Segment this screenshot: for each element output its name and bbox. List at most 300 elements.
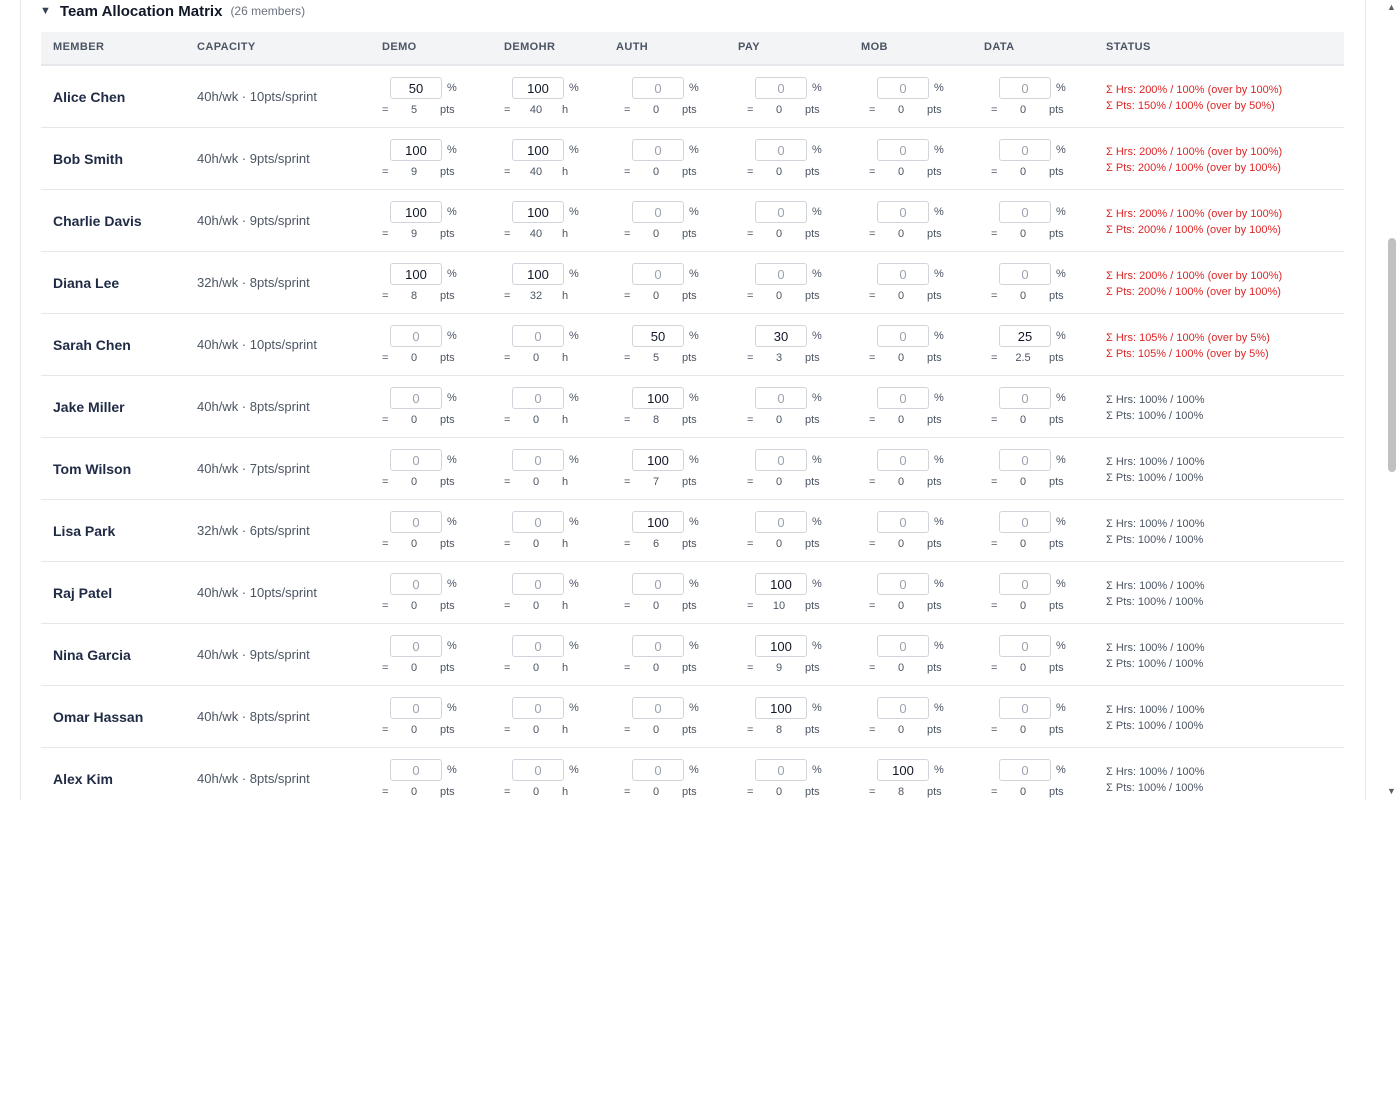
equals-symbol: = (991, 538, 998, 550)
alloc-cell-data (991, 511, 1106, 553)
computed-value: 0 (1019, 166, 1027, 178)
computed-value: 0 (410, 414, 418, 426)
percent-symbol: % (934, 516, 944, 528)
percent-symbol: % (569, 516, 579, 528)
member-name: Alex Kim (53, 771, 113, 787)
percent-symbol: % (569, 454, 579, 466)
alloc-input-data[interactable] (999, 759, 1051, 781)
equals-symbol: = (991, 724, 998, 736)
equals-symbol: = (504, 600, 511, 612)
unit-label: h (562, 662, 569, 674)
computed-value: 0 (897, 414, 905, 426)
alloc-cell-auth (624, 387, 739, 429)
alloc-input-mob[interactable] (877, 511, 929, 533)
allocation-status (1106, 144, 1282, 176)
percent-symbol: % (934, 330, 944, 342)
status-points: Σ Pts: 100% / 100% (1106, 596, 1204, 608)
alloc-cell-data (991, 263, 1106, 305)
equals-symbol: = (747, 290, 754, 302)
alloc-cell-demohr (504, 325, 619, 367)
status-points: Σ Pts: 100% / 100% (1106, 472, 1204, 484)
alloc-cell-pay (747, 573, 862, 615)
percent-symbol: % (447, 640, 457, 652)
percent-symbol: % (569, 144, 579, 156)
section-title: Team Allocation Matrix (59, 2, 223, 20)
scroll-up-arrow-icon[interactable]: ▲ (1387, 2, 1396, 12)
alloc-cell-auth (624, 449, 739, 491)
unit-label: pts (1049, 476, 1064, 488)
percent-symbol: % (569, 268, 579, 280)
alloc-input-data[interactable] (999, 635, 1051, 657)
alloc-cell-pay (747, 263, 862, 305)
unit-label: pts (682, 414, 697, 426)
alloc-input-data[interactable] (999, 263, 1051, 285)
member-name: Lisa Park (53, 523, 116, 539)
status-points: Σ Pts: 200% / 100% (over by 100%) (1106, 286, 1281, 298)
equals-symbol: = (504, 476, 511, 488)
unit-label: pts (440, 538, 455, 550)
computed-value: 0 (1019, 104, 1027, 116)
status-hours: Σ Hrs: 100% / 100% (1106, 518, 1205, 530)
alloc-cell-mob (869, 573, 984, 615)
collapse-caret-icon[interactable]: ▼ (40, 5, 51, 17)
percent-symbol: % (812, 144, 822, 156)
equals-symbol: = (624, 290, 631, 302)
unit-label: h (562, 104, 569, 116)
alloc-input-demo[interactable] (390, 263, 442, 285)
status-hours: Σ Hrs: 100% / 100% (1106, 704, 1205, 716)
col-member: MEMBER (53, 41, 105, 53)
percent-symbol: % (934, 640, 944, 652)
alloc-input-mob[interactable] (877, 77, 929, 99)
member-name: Omar Hassan (53, 709, 144, 725)
alloc-input-pay[interactable] (755, 387, 807, 409)
col-demohr: DEMOHR (504, 41, 556, 53)
equals-symbol: = (747, 786, 754, 798)
computed-value: 32 (529, 290, 543, 302)
computed-value: 0 (897, 476, 905, 488)
equals-symbol: = (624, 352, 631, 364)
alloc-input-mob[interactable] (877, 201, 929, 223)
percent-symbol: % (569, 206, 579, 218)
computed-value: 0 (775, 538, 783, 550)
percent-symbol: % (1056, 268, 1066, 280)
computed-value: 0 (1019, 228, 1027, 240)
equals-symbol: = (869, 228, 876, 240)
unit-label: pts (927, 476, 942, 488)
alloc-input-data[interactable] (999, 697, 1051, 719)
equals-symbol: = (869, 104, 876, 116)
alloc-cell-data (991, 325, 1106, 367)
alloc-input-demohr[interactable] (512, 387, 564, 409)
percent-symbol: % (1056, 82, 1066, 94)
alloc-input-data[interactable] (999, 511, 1051, 533)
percent-symbol: % (1056, 516, 1066, 528)
alloc-input-pay[interactable] (755, 635, 807, 657)
alloc-cell-mob (869, 697, 984, 739)
equals-symbol: = (382, 476, 389, 488)
alloc-cell-demohr (504, 635, 619, 677)
equals-symbol: = (869, 414, 876, 426)
percent-symbol: % (447, 454, 457, 466)
alloc-cell-demohr (504, 697, 619, 739)
percent-symbol: % (812, 702, 822, 714)
alloc-input-auth[interactable] (632, 77, 684, 99)
unit-label: pts (927, 724, 942, 736)
alloc-input-demo[interactable] (390, 511, 442, 533)
equals-symbol: = (624, 600, 631, 612)
alloc-input-pay[interactable] (755, 139, 807, 161)
status-points: Σ Pts: 100% / 100% (1106, 782, 1204, 794)
alloc-input-auth[interactable] (632, 139, 684, 161)
unit-label: pts (682, 104, 697, 116)
member-capacity: 40h/wk · 9pts/sprint (197, 213, 310, 228)
alloc-input-auth[interactable] (632, 511, 684, 533)
computed-value: 8 (897, 786, 905, 798)
alloc-input-pay[interactable] (755, 511, 807, 533)
percent-symbol: % (569, 578, 579, 590)
unit-label: pts (805, 538, 820, 550)
col-data: DATA (984, 41, 1015, 53)
member-name: Raj Patel (53, 585, 113, 601)
alloc-cell-demohr (504, 387, 619, 429)
equals-symbol: = (382, 538, 389, 550)
alloc-input-auth[interactable] (632, 263, 684, 285)
table-row (41, 190, 1344, 252)
alloc-input-mob[interactable] (877, 697, 929, 719)
percent-symbol: % (689, 144, 699, 156)
equals-symbol: = (382, 166, 389, 178)
percent-symbol: % (1056, 144, 1066, 156)
alloc-input-mob[interactable] (877, 759, 929, 781)
alloc-cell-demo (382, 263, 497, 305)
alloc-input-pay[interactable] (755, 759, 807, 781)
alloc-input-demo[interactable] (390, 77, 442, 99)
unit-label: pts (682, 662, 697, 674)
computed-value: 40 (529, 228, 543, 240)
percent-symbol: % (1056, 330, 1066, 342)
allocation-status (1106, 268, 1282, 300)
status-hours: Σ Hrs: 100% / 100% (1106, 394, 1205, 406)
alloc-input-auth[interactable] (632, 573, 684, 595)
unit-label: h (562, 786, 569, 798)
unit-label: pts (440, 662, 455, 674)
computed-value: 0 (897, 290, 905, 302)
equals-symbol: = (382, 786, 389, 798)
alloc-input-data[interactable] (999, 201, 1051, 223)
col-pay: PAY (738, 41, 760, 53)
alloc-input-mob[interactable] (877, 139, 929, 161)
equals-symbol: = (747, 600, 754, 612)
alloc-input-auth[interactable] (632, 759, 684, 781)
unit-label: pts (927, 538, 942, 550)
alloc-input-mob[interactable] (877, 387, 929, 409)
alloc-cell-mob (869, 449, 984, 491)
equals-symbol: = (382, 600, 389, 612)
alloc-cell-demo (382, 697, 497, 739)
status-hours: Σ Hrs: 105% / 100% (over by 5%) (1106, 332, 1270, 344)
unit-label: h (562, 228, 569, 240)
alloc-input-data[interactable] (999, 573, 1051, 595)
equals-symbol: = (624, 786, 631, 798)
alloc-cell-pay (747, 449, 862, 491)
equals-symbol: = (747, 414, 754, 426)
percent-symbol: % (447, 268, 457, 280)
percent-symbol: % (934, 82, 944, 94)
alloc-cell-mob (869, 263, 984, 305)
alloc-input-demo[interactable] (390, 697, 442, 719)
alloc-cell-demo (382, 759, 497, 800)
unit-label: pts (1049, 786, 1064, 798)
equals-symbol: = (382, 104, 389, 116)
alloc-input-demohr[interactable] (512, 263, 564, 285)
equals-symbol: = (747, 228, 754, 240)
percent-symbol: % (447, 330, 457, 342)
alloc-input-pay[interactable] (755, 201, 807, 223)
computed-value: 0 (897, 600, 905, 612)
member-name: Bob Smith (53, 151, 123, 167)
equals-symbol: = (504, 166, 511, 178)
percent-symbol: % (1056, 454, 1066, 466)
unit-label: pts (1049, 228, 1064, 240)
alloc-cell-data (991, 77, 1106, 119)
scrollbar-thumb[interactable] (1388, 238, 1396, 472)
alloc-cell-mob (869, 387, 984, 429)
percent-symbol: % (447, 578, 457, 590)
status-points: Σ Pts: 100% / 100% (1106, 410, 1204, 422)
unit-label: pts (440, 104, 455, 116)
alloc-input-demohr[interactable] (512, 511, 564, 533)
percent-symbol: % (934, 702, 944, 714)
vertical-scrollbar[interactable] (1384, 0, 1400, 800)
alloc-input-demohr[interactable] (512, 201, 564, 223)
alloc-input-pay[interactable] (755, 449, 807, 471)
member-name: Nina Garcia (53, 647, 131, 663)
equals-symbol: = (991, 290, 998, 302)
table-row (41, 500, 1344, 562)
alloc-input-demohr[interactable] (512, 759, 564, 781)
alloc-input-auth[interactable] (632, 697, 684, 719)
alloc-cell-demohr (504, 263, 619, 305)
alloc-input-demo[interactable] (390, 325, 442, 347)
alloc-input-mob[interactable] (877, 325, 929, 347)
alloc-cell-demo (382, 325, 497, 367)
equals-symbol: = (504, 538, 511, 550)
status-hours: Σ Hrs: 200% / 100% (over by 100%) (1106, 270, 1283, 282)
percent-symbol: % (569, 640, 579, 652)
alloc-input-pay[interactable] (755, 325, 807, 347)
alloc-input-data[interactable] (999, 77, 1051, 99)
alloc-input-demohr[interactable] (512, 325, 564, 347)
alloc-input-data[interactable] (999, 387, 1051, 409)
equals-symbol: = (504, 724, 511, 736)
equals-symbol: = (747, 538, 754, 550)
equals-symbol: = (747, 476, 754, 488)
status-hours: Σ Hrs: 100% / 100% (1106, 642, 1205, 654)
alloc-input-demohr[interactable] (512, 697, 564, 719)
percent-symbol: % (934, 454, 944, 466)
percent-symbol: % (1056, 702, 1066, 714)
alloc-input-auth[interactable] (632, 449, 684, 471)
scroll-down-arrow-icon[interactable]: ▼ (1387, 786, 1396, 796)
percent-symbol: % (447, 144, 457, 156)
alloc-input-pay[interactable] (755, 77, 807, 99)
allocation-status (1106, 640, 1205, 672)
equals-symbol: = (991, 414, 998, 426)
alloc-input-demo[interactable] (390, 449, 442, 471)
alloc-input-demo[interactable] (390, 635, 442, 657)
alloc-input-mob[interactable] (877, 635, 929, 657)
alloc-input-pay[interactable] (755, 697, 807, 719)
equals-symbol: = (747, 104, 754, 116)
alloc-input-demohr[interactable] (512, 635, 564, 657)
percent-symbol: % (689, 268, 699, 280)
alloc-input-demohr[interactable] (512, 573, 564, 595)
alloc-input-mob[interactable] (877, 449, 929, 471)
alloc-input-auth[interactable] (632, 201, 684, 223)
alloc-cell-mob (869, 325, 984, 367)
alloc-input-auth[interactable] (632, 325, 684, 347)
alloc-input-pay[interactable] (755, 263, 807, 285)
alloc-cell-demo (382, 387, 497, 429)
computed-value: 0 (897, 538, 905, 550)
equals-symbol: = (991, 786, 998, 798)
percent-symbol: % (812, 392, 822, 404)
percent-symbol: % (569, 82, 579, 94)
allocation-status (1106, 392, 1205, 424)
member-capacity: 40h/wk · 7pts/sprint (197, 461, 310, 476)
alloc-input-demohr[interactable] (512, 449, 564, 471)
alloc-cell-mob (869, 77, 984, 119)
equals-symbol: = (624, 104, 631, 116)
alloc-input-demo[interactable] (390, 139, 442, 161)
unit-label: pts (927, 352, 942, 364)
unit-label: h (562, 600, 569, 612)
computed-value: 0 (1019, 414, 1027, 426)
percent-symbol: % (447, 764, 457, 776)
equals-symbol: = (869, 476, 876, 488)
alloc-input-data[interactable] (999, 139, 1051, 161)
unit-label: pts (682, 538, 697, 550)
table-row (41, 376, 1344, 438)
alloc-input-data[interactable] (999, 325, 1051, 347)
status-hours: Σ Hrs: 200% / 100% (over by 100%) (1106, 84, 1283, 96)
alloc-input-demo[interactable] (390, 759, 442, 781)
computed-value: 0 (532, 538, 540, 550)
col-demo: DEMO (382, 41, 417, 53)
computed-value: 0 (775, 228, 783, 240)
unit-label: pts (805, 600, 820, 612)
computed-value: 0 (1019, 724, 1027, 736)
percent-symbol: % (812, 454, 822, 466)
alloc-input-mob[interactable] (877, 573, 929, 595)
alloc-cell-mob (869, 511, 984, 553)
percent-symbol: % (934, 144, 944, 156)
computed-value: 0 (1019, 662, 1027, 674)
equals-symbol: = (382, 352, 389, 364)
alloc-cell-data (991, 635, 1106, 677)
equals-symbol: = (747, 352, 754, 364)
alloc-input-data[interactable] (999, 449, 1051, 471)
computed-value: 0 (410, 786, 418, 798)
equals-symbol: = (991, 600, 998, 612)
percent-symbol: % (1056, 640, 1066, 652)
unit-label: h (562, 352, 569, 364)
percent-symbol: % (689, 578, 699, 590)
computed-value: 0 (652, 600, 660, 612)
allocation-status (1106, 82, 1282, 114)
computed-value: 0 (897, 104, 905, 116)
alloc-cell-data (991, 201, 1106, 243)
alloc-cell-auth (624, 511, 739, 553)
member-capacity: 40h/wk · 8pts/sprint (197, 771, 310, 786)
alloc-input-demo[interactable] (390, 573, 442, 595)
equals-symbol: = (869, 786, 876, 798)
equals-symbol: = (504, 662, 511, 674)
computed-value: 0 (652, 228, 660, 240)
equals-symbol: = (624, 538, 631, 550)
computed-value: 5 (652, 352, 660, 364)
equals-symbol: = (869, 352, 876, 364)
equals-symbol: = (991, 166, 998, 178)
status-points: Σ Pts: 100% / 100% (1106, 658, 1204, 670)
percent-symbol: % (569, 330, 579, 342)
alloc-cell-pay (747, 139, 862, 181)
member-name: Charlie Davis (53, 213, 142, 229)
allocation-status (1106, 206, 1282, 238)
alloc-input-demohr[interactable] (512, 77, 564, 99)
allocation-status (1106, 454, 1205, 486)
unit-label: pts (440, 290, 455, 302)
alloc-input-pay[interactable] (755, 573, 807, 595)
alloc-cell-demohr (504, 201, 619, 243)
unit-label: h (562, 166, 569, 178)
equals-symbol: = (504, 290, 511, 302)
unit-label: pts (927, 166, 942, 178)
computed-value: 9 (410, 166, 418, 178)
alloc-cell-pay (747, 325, 862, 367)
computed-value: 40 (529, 166, 543, 178)
unit-label: pts (682, 600, 697, 612)
percent-symbol: % (569, 764, 579, 776)
computed-value: 0 (532, 786, 540, 798)
status-hours: Σ Hrs: 100% / 100% (1106, 456, 1205, 468)
equals-symbol: = (624, 662, 631, 674)
alloc-input-demohr[interactable] (512, 139, 564, 161)
alloc-input-auth[interactable] (632, 635, 684, 657)
allocation-status (1106, 578, 1205, 610)
computed-value: 0 (532, 724, 540, 736)
section-header[interactable] (40, 2, 305, 20)
computed-value: 0 (775, 786, 783, 798)
member-name: Tom Wilson (53, 461, 132, 477)
alloc-cell-data (991, 759, 1106, 800)
equals-symbol: = (869, 724, 876, 736)
unit-label: pts (927, 290, 942, 302)
percent-symbol: % (689, 82, 699, 94)
alloc-input-demo[interactable] (390, 387, 442, 409)
equals-symbol: = (991, 662, 998, 674)
alloc-input-auth[interactable] (632, 387, 684, 409)
computed-value: 0 (652, 290, 660, 302)
percent-symbol: % (812, 578, 822, 590)
alloc-input-mob[interactable] (877, 263, 929, 285)
alloc-cell-demo (382, 201, 497, 243)
status-hours: Σ Hrs: 100% / 100% (1106, 580, 1205, 592)
unit-label: pts (682, 352, 697, 364)
alloc-input-demo[interactable] (390, 201, 442, 223)
member-capacity: 40h/wk · 10pts/sprint (197, 337, 317, 352)
